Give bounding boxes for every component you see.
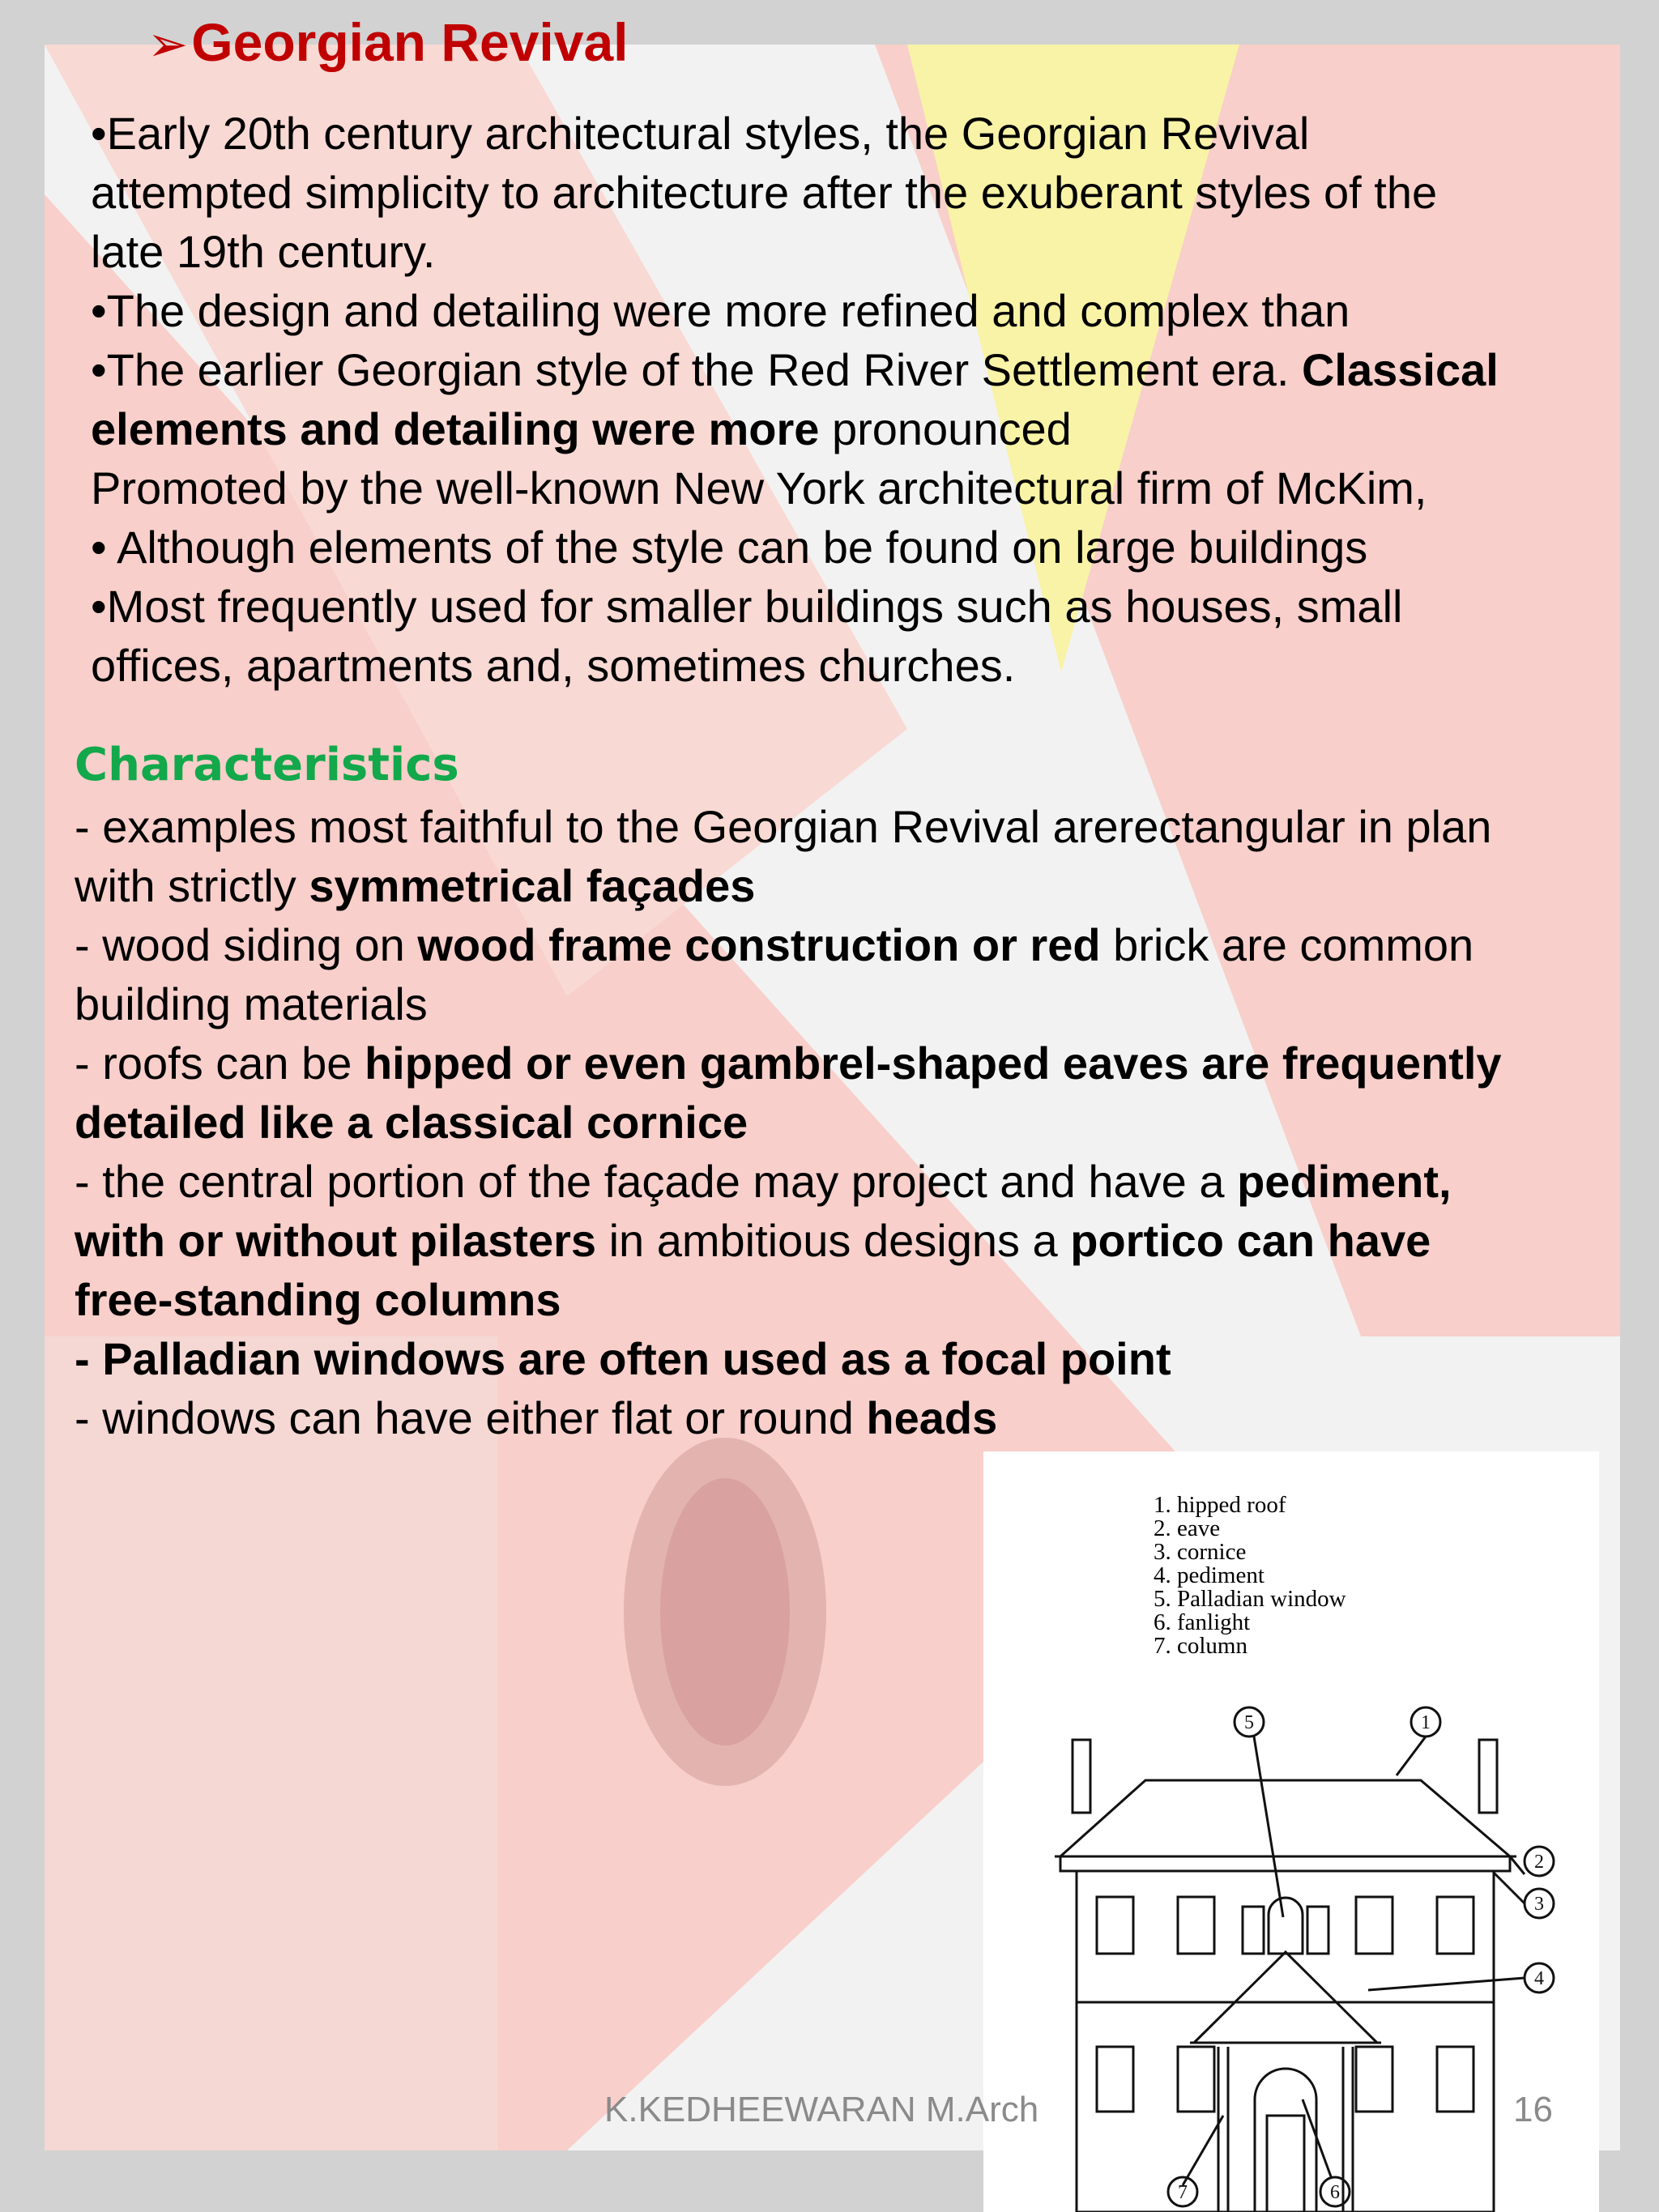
text-segment: •The earlier Georgian style of the Red River Settlement era.	[91, 344, 1302, 395]
bold-text-segment: portico can have	[1070, 1215, 1431, 1266]
bold-text-segment: heads	[866, 1392, 998, 1443]
bold-text-segment: - Palladian windows are often used as a focal point	[75, 1333, 1171, 1384]
callout-6: 6	[1330, 2182, 1340, 2203]
callout-5: 5	[1244, 1712, 1254, 1733]
text-segment: pronounced	[819, 403, 1072, 454]
intro-line	[91, 340, 1654, 399]
text-segment: brick are common	[1100, 919, 1474, 970]
text-segment: - roofs can be	[75, 1038, 365, 1089]
bold-text-segment: Classical	[1301, 344, 1499, 395]
legend-item: 5. Palladian window	[1154, 1586, 1346, 1612]
intro-line	[91, 636, 1654, 695]
bold-text-segment: pediment,	[1237, 1156, 1452, 1207]
characteristic-line	[75, 1093, 1654, 1152]
bold-text-segment: detailed like a classical cornice	[75, 1097, 748, 1148]
text-segment: late 19th century.	[91, 226, 436, 277]
text-segment: - wood siding on	[75, 919, 418, 970]
intro-line	[91, 577, 1654, 636]
legend-item: 6. fanlight	[1154, 1609, 1251, 1635]
georgian-house-drawing-icon	[983, 1451, 1599, 2212]
intro-line	[91, 399, 1654, 458]
text-segment: - examples most faithful to the Georgian Revival arerectangular in plan	[75, 801, 1492, 852]
text-segment: with strictly	[75, 860, 309, 911]
callout-1: 1	[1421, 1712, 1431, 1733]
text-segment: - windows can have either flat or round	[75, 1392, 867, 1443]
intro-line	[91, 104, 1654, 163]
legend-item: 3. cornice	[1154, 1539, 1247, 1565]
intro-line	[91, 458, 1654, 518]
text-segment: •Early 20th century architectural styles, the Georgian Revival	[91, 108, 1310, 159]
characteristic-line	[75, 974, 1654, 1034]
house-diagram-figure	[983, 1451, 1599, 2212]
text-segment: offices, apartments and, sometimes churches.	[91, 640, 1016, 691]
bold-text-segment: wood frame construction or red	[417, 919, 1101, 970]
text-segment: - the central portion of the façade may project and have a	[75, 1156, 1238, 1207]
characteristic-line	[75, 915, 1654, 974]
text-segment: in ambitious designs a	[596, 1215, 1071, 1266]
text-segment: • Although elements of the style can be found on large buildings	[91, 522, 1368, 573]
characteristic-line	[75, 1270, 1654, 1329]
callout-4: 4	[1534, 1968, 1544, 1989]
bold-text-segment: hipped or even gambrel-shaped eaves are frequently	[364, 1038, 1502, 1089]
bold-text-segment: free-standing columns	[75, 1274, 561, 1325]
intro-line	[91, 518, 1654, 577]
bold-text-segment: elements and detailing were more	[91, 403, 820, 454]
footer-author: K.KEDHEEWARAN M.Arch	[604, 2090, 1039, 2129]
text-segment: attempted simplicity to architecture after the exuberant styles of the	[91, 167, 1438, 218]
characteristic-line	[75, 856, 1654, 915]
footer-page-number: 16	[1513, 2090, 1553, 2129]
characteristic-line	[75, 1211, 1654, 1270]
legend-item: 4. pediment	[1154, 1562, 1265, 1588]
characteristic-line	[75, 1388, 1654, 1447]
arrowhead-bullet-icon: ➢	[147, 17, 189, 71]
slide-title-text: Georgian Revival	[191, 12, 629, 72]
callout-3: 3	[1534, 1894, 1544, 1915]
characteristic-line	[75, 1034, 1654, 1093]
callout-7: 7	[1178, 2182, 1188, 2203]
text-segment: building materials	[75, 978, 428, 1029]
text-segment: •Most frequently used for smaller buildings such as houses, small	[91, 581, 1403, 632]
characteristic-line	[75, 1329, 1654, 1388]
legend-item: 1. hipped roof	[1154, 1492, 1286, 1518]
characteristic-line	[75, 1152, 1654, 1211]
bold-text-segment: symmetrical façades	[309, 860, 756, 911]
characteristics-text-block	[75, 797, 1654, 1447]
intro-line	[91, 281, 1654, 340]
intro-text-block	[91, 104, 1654, 695]
characteristics-heading: Characteristics	[75, 739, 459, 791]
text-segment: Promoted by the well-known New York architectural firm of McKim,	[91, 462, 1427, 514]
callout-2: 2	[1534, 1852, 1544, 1873]
slide-title	[147, 11, 629, 73]
intro-line	[91, 163, 1654, 222]
legend-item: 2. eave	[1154, 1515, 1221, 1541]
characteristic-line	[75, 797, 1654, 856]
intro-line	[91, 222, 1654, 281]
legend-item: 7. column	[1154, 1633, 1247, 1659]
bold-text-segment: with or without pilasters	[75, 1215, 597, 1266]
text-segment: •The design and detailing were more refined and complex than	[91, 285, 1350, 336]
